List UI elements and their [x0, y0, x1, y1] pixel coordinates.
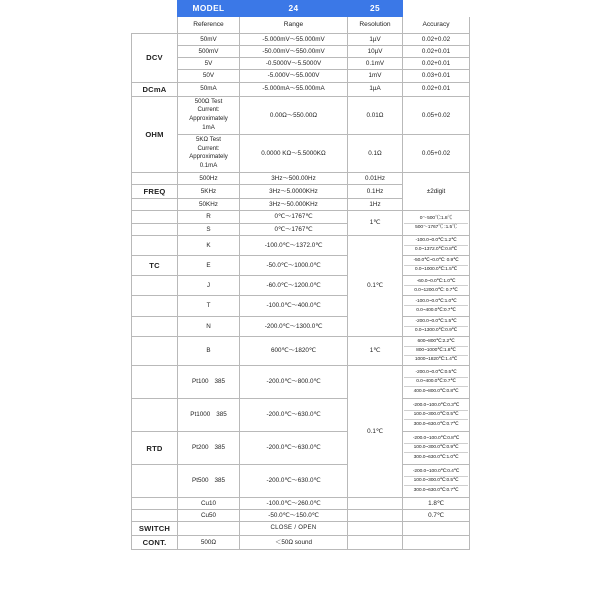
table-row: [132, 70, 470, 82]
table-row: [132, 235, 470, 255]
group-label-cont: CONT.: [132, 536, 178, 550]
cell-range: 600℃～1820℃: [240, 336, 348, 365]
table-row: [132, 173, 470, 185]
cell-range: -50.00mV～550.00mV: [240, 46, 348, 58]
cell-range-switch-state: CLOSE / OPEN: [240, 522, 348, 536]
table-row: [132, 82, 470, 96]
table-row: [132, 296, 470, 316]
group-spacer: [132, 366, 178, 399]
cell-accuracy: 0.7℃: [403, 510, 470, 522]
cell-accuracy-stack: [403, 465, 470, 498]
table-row: [132, 58, 470, 70]
cell-reference: N: [178, 316, 240, 336]
cell-range: 3Hz～500.00Hz: [240, 173, 348, 185]
table-row: [132, 366, 470, 399]
cell-resolution: 0.1mV: [348, 58, 403, 70]
cell-range: -100.0℃～1372.0℃: [240, 235, 348, 255]
cell-reference: 50V: [178, 70, 240, 82]
cell-range: -5.000V～55.000V: [240, 70, 348, 82]
cell-resolution: 1mV: [348, 70, 403, 82]
cell-resolution: 0.1℃: [348, 366, 403, 498]
table-row: [132, 316, 470, 336]
cell-reference: R: [178, 211, 240, 223]
header-model-label: MODEL: [178, 1, 240, 17]
cell-range: 0.00Ω～550.00Ω: [240, 96, 348, 134]
cell-reference: [178, 366, 240, 399]
cell-resolution: 1Hz: [348, 199, 403, 211]
group-label-freq: FREQ: [132, 185, 178, 199]
cell-resolution: 10µV: [348, 46, 403, 58]
cell-reference: B: [178, 336, 240, 365]
cell-range: -50.0℃～1000.0℃: [240, 255, 348, 275]
cell-range: -200.0℃～800.0℃: [240, 366, 348, 399]
table-row: [132, 399, 470, 432]
cell-accuracy-stack: [403, 276, 470, 296]
column-header-accuracy: Accuracy: [403, 17, 470, 34]
cell-reference: 50mV: [178, 34, 240, 46]
accuracy-line: -100.0~0.0℃:1.0℃: [404, 297, 468, 306]
cell-reference: J: [178, 276, 240, 296]
group-spacer: [132, 211, 178, 223]
cell-reference: [178, 432, 240, 465]
cell-range: -5.000mV～55.000mV: [240, 34, 348, 46]
table-header-columns-row: [132, 17, 470, 34]
header-spacer-right: [403, 1, 470, 17]
cell-range: 0.0000 KΩ～5.5000KΩ: [240, 134, 348, 172]
cell-accuracy: [403, 522, 470, 536]
accuracy-line: -60.0~0.0℃:1.0℃: [404, 277, 468, 286]
accuracy-line: 300.0~630.0℃:0.7℃: [413, 421, 459, 427]
table-row: [132, 498, 470, 510]
cell-reference: 50mA: [178, 82, 240, 96]
cell-range: ＜50Ω sound: [240, 536, 348, 550]
cell-accuracy-stack: [403, 399, 470, 432]
accuracy-line: 0.0~400.0℃:0.7℃: [404, 378, 468, 387]
group-label-ohm: OHM: [132, 96, 178, 173]
cell-reference: 5KHz: [178, 185, 240, 199]
table-row: [132, 46, 470, 58]
header-spacer-left: [132, 1, 178, 17]
reference-line: 500Ω Test: [194, 97, 223, 105]
group-spacer: [132, 316, 178, 336]
cell-range: -50.0℃～150.0℃: [240, 510, 348, 522]
accuracy-line: 0.0~1200.0℃: 0.7℃: [414, 287, 458, 293]
group-label-tc: TC: [132, 255, 178, 275]
accuracy-line: 600~800℃:2.2℃: [404, 338, 468, 347]
cell-resolution: 0.01Hz: [348, 173, 403, 185]
spec-sheet: [131, 0, 469, 550]
cell-accuracy-stack: [403, 316, 470, 336]
reference-line: Current:: [197, 144, 220, 152]
accuracy-line: 500～1767℃ :1.5℃: [415, 225, 457, 230]
accuracy-line: 0.0~1300.0℃:0.9℃: [414, 328, 458, 334]
group-spacer: [132, 173, 178, 185]
cell-range: 3Hz～50.000KHz: [240, 199, 348, 211]
cell-reference: K: [178, 235, 240, 255]
group-spacer: [132, 223, 178, 235]
cell-reference: [178, 465, 240, 498]
cell-reference: 500Ω: [178, 536, 240, 550]
group-spacer: [132, 336, 178, 365]
group-spacer: [132, 498, 178, 510]
column-header-resolution: Resolution: [348, 17, 403, 34]
cell-resolution: [348, 498, 403, 510]
cell-reference-multiline: [178, 134, 240, 172]
table-row: [132, 465, 470, 498]
reference-line: 1mA: [202, 123, 215, 131]
cell-resolution: 0.1Ω: [348, 134, 403, 172]
table-row: [132, 510, 470, 522]
cell-accuracy: 1.8℃: [403, 498, 470, 510]
cell-resolution: 0.01Ω: [348, 96, 403, 134]
group-spacer: [132, 276, 178, 296]
accuracy-line: 300.0~630.0℃:1.0℃: [413, 454, 459, 460]
reference-number: 385: [216, 411, 227, 419]
reference-name: Pt200: [192, 444, 209, 452]
header-model-25: 25: [348, 1, 403, 17]
cell-reference: E: [178, 255, 240, 275]
table-row: [132, 34, 470, 46]
group-spacer: [132, 399, 178, 432]
accuracy-line: -200.0~100.0℃:0.4℃: [404, 468, 468, 477]
accuracy-line: -200.0~100.0℃:0.3℃: [404, 402, 468, 411]
cell-range: -100.0℃～260.0℃: [240, 498, 348, 510]
accuracy-line: -200.0~100.0℃:0.8℃: [404, 435, 468, 444]
cell-resolution: 1℃: [348, 336, 403, 365]
cell-reference-multiline: [178, 96, 240, 134]
accuracy-line: -200.0~0.0℃:0.5℃: [404, 369, 468, 378]
table-header-model-row: [132, 1, 470, 17]
table-row: [132, 432, 470, 465]
cell-resolution: 0.1℃: [348, 235, 403, 336]
accuracy-line: 300.0~630.0℃:0.7℃: [413, 487, 459, 493]
accuracy-line: 100.0~300.0℃:0.9℃: [404, 444, 468, 453]
cell-accuracy: 0.02+0.02: [403, 34, 470, 46]
cell-reference: Cu50: [178, 510, 240, 522]
table-row: [132, 255, 470, 275]
cell-accuracy-stack: [403, 432, 470, 465]
reference-number: 385: [214, 477, 225, 485]
accuracy-line: 0～500℃:1.8℃: [404, 214, 468, 223]
cell-range: -100.0℃～400.0℃: [240, 296, 348, 316]
cell-reference: S: [178, 223, 240, 235]
reference-line: 0.1mA: [199, 162, 218, 170]
reference-line: Current:: [197, 106, 220, 114]
cell-range: -200.0℃～630.0℃: [240, 432, 348, 465]
cell-range: -5.000mA～55.000mA: [240, 82, 348, 96]
accuracy-line: 100.0~300.0℃:0.5℃: [404, 477, 468, 486]
group-spacer: [132, 296, 178, 316]
cell-accuracy: 0.05+0.02: [403, 134, 470, 172]
reference-name: Pt1000: [190, 411, 211, 419]
accuracy-line: 800~1000℃:1.8℃: [404, 347, 468, 356]
cell-accuracy: [403, 536, 470, 550]
cell-accuracy-stack: [403, 235, 470, 255]
header-column-spacer: [132, 17, 178, 34]
reference-name: Pt500: [192, 477, 209, 485]
column-header-reference: Reference: [178, 17, 240, 34]
header-model-24: 24: [240, 1, 348, 17]
group-spacer: [132, 465, 178, 498]
cell-reference: 500Hz: [178, 173, 240, 185]
cell-range: 0℃～1767℃: [240, 211, 348, 223]
cell-range: 0℃～1767℃: [240, 223, 348, 235]
cell-accuracy: 0.02+0.01: [403, 58, 470, 70]
reference-line: Approximately: [189, 115, 228, 123]
cell-range: -200.0℃～630.0℃: [240, 465, 348, 498]
reference-line: Approximately: [189, 153, 228, 161]
cell-resolution: [348, 510, 403, 522]
group-label-rtd: RTD: [132, 432, 178, 465]
table-row: [132, 276, 470, 296]
cell-range: -200.0℃～630.0℃: [240, 399, 348, 432]
group-spacer: [132, 235, 178, 255]
accuracy-line: 1000~1820℃:1.4℃: [414, 357, 458, 363]
cell-accuracy-stack: [403, 336, 470, 365]
table-row: [132, 211, 470, 223]
cell-accuracy-stack: [403, 296, 470, 316]
table-row: [132, 134, 470, 172]
reference-line: 5KΩ Test: [196, 135, 221, 143]
cell-accuracy: 0.02+0.01: [403, 82, 470, 96]
table-row: [132, 536, 470, 550]
table-row: [132, 96, 470, 134]
cell-accuracy-stack: [403, 366, 470, 399]
cell-resolution: 1µA: [348, 82, 403, 96]
cell-resolution: [348, 522, 403, 536]
cell-resolution: [348, 536, 403, 550]
cell-reference: [178, 522, 240, 536]
cell-reference: 5V: [178, 58, 240, 70]
accuracy-line: 100.0~300.0℃:0.5℃: [404, 411, 468, 420]
cell-accuracy-stack: [403, 211, 470, 235]
cell-accuracy: 0.02+0.01: [403, 46, 470, 58]
cell-range: -200.0℃～1300.0℃: [240, 316, 348, 336]
cell-range: -60.0℃～1200.0℃: [240, 276, 348, 296]
accuracy-line: 0.0~1372.0℃:0.8℃: [414, 247, 458, 253]
column-header-range: Range: [240, 17, 348, 34]
cell-reference: 500mV: [178, 46, 240, 58]
cell-range: 3Hz～5.0000KHz: [240, 185, 348, 199]
group-label-switch: SWITCH: [132, 522, 178, 536]
group-spacer: [132, 510, 178, 522]
accuracy-line: 400.0~800.0℃:0.8℃: [413, 388, 459, 394]
cell-accuracy-stack: [403, 255, 470, 275]
group-spacer: [132, 199, 178, 211]
accuracy-line: 0.0~400.0℃:0.7℃: [416, 307, 456, 313]
cell-accuracy: 0.05+0.02: [403, 96, 470, 134]
cell-resolution: 0.1Hz: [348, 185, 403, 199]
reference-name: Pt100: [192, 378, 209, 386]
group-label-dcma: DCmA: [132, 82, 178, 96]
accuracy-line: -50.0℃~0.0℃: 0.9℃: [404, 257, 468, 266]
reference-number: 385: [214, 444, 225, 452]
cell-reference: T: [178, 296, 240, 316]
reference-number: 385: [214, 378, 225, 386]
cell-accuracy: ±2digit: [403, 173, 470, 211]
table-row: [132, 336, 470, 365]
cell-accuracy: 0.03+0.01: [403, 70, 470, 82]
accuracy-line: -200.0~0.0℃:1.5℃: [404, 318, 468, 327]
accuracy-line: 0.0~1000.0℃:1.5℃: [414, 267, 458, 273]
cell-range: -0.5000V～5.5000V: [240, 58, 348, 70]
cell-reference: Cu10: [178, 498, 240, 510]
group-label-dcv: DCV: [132, 34, 178, 83]
cell-resolution: 1℃: [348, 211, 403, 235]
specification-table: [131, 0, 470, 550]
cell-resolution: 1µV: [348, 34, 403, 46]
accuracy-line: -100.0~0.0℃:1.2℃: [404, 237, 468, 246]
cell-reference: [178, 399, 240, 432]
table-row: [132, 522, 470, 536]
cell-reference: 50KHz: [178, 199, 240, 211]
